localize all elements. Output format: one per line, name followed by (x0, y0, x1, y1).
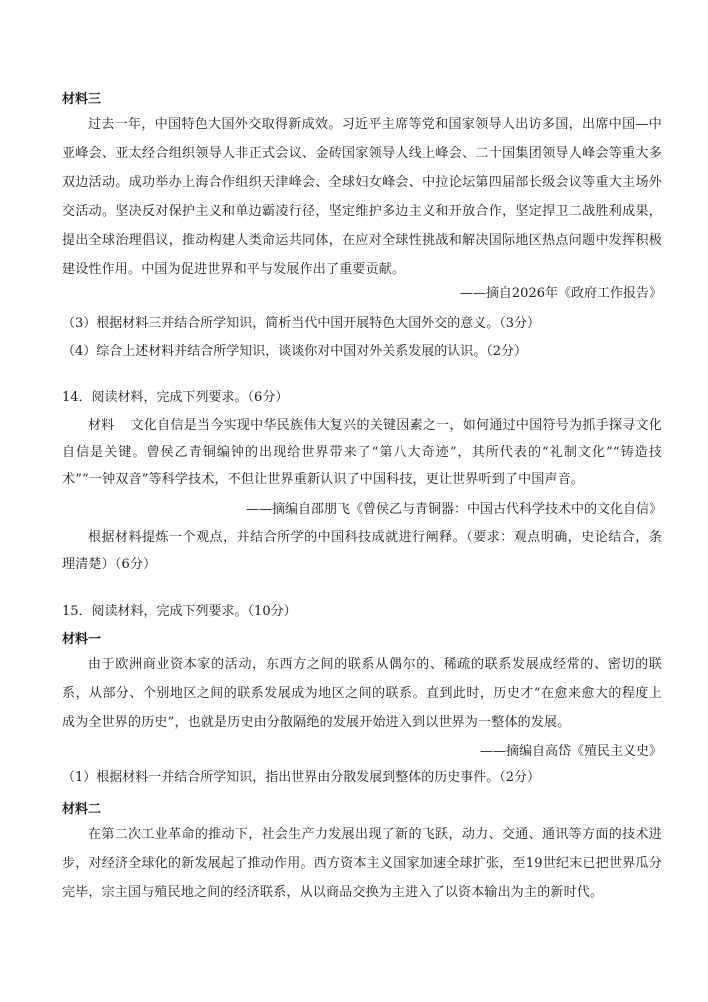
question-14-material (62, 412, 662, 493)
material-3-heading: 材料三 (62, 92, 102, 107)
material-3-paragraph: 过去一年，中国特色大国外交取得新成效。习近平主席等党和国家领导人出访多国，出席中国—中亚峰会、亚太经合组织领导人非正式会议、金砖国家领导人线上峰会、二十国集团领导人峰会等重大多双边活动。成功举办上海合作组织天津峰会、全球妇女峰会、中拉论坛第四届部长级会议等重大主场外交活动。坚决反对保护主义和单边霸凌行径，坚定维护多边主义和开放合作，坚定捍卫二战胜利成果，提出全球治理倡议，推动构建人类命运共同体，在应对全球性挑战和解决国际地区热点问题中发挥积极建设性作用。中国为促进世界和平与发展作出了重要贡献。 (62, 117, 662, 277)
material-1-paragraph: 由于欧洲商业资本家的活动，东西方之间的联系从偶尔的、稀疏的联系发展成经常的、密切的联系，从部分、个别地区之间的联系发展成为地区之间的联系。直到此时，历史才“在愈来愈大的程度上成为全世界的历史”，也就是历史由分散隔绝的发展开始进入到以世界为一整体的发展。 (62, 657, 662, 730)
material-2-paragraph: 在第二次工业革命的推动下，社会生产力发展出现了新的飞跃，动力、交通、通讯等方面的技术进步，对经济全球化的新发展起了推动作用。西方资本主义国家加速全球扩张，至19世纪末已把世界瓜分完毕，宗主国与殖民地之间的经济联系，从以商品交换为主进入了以资本输出为主的新时代。 (62, 827, 662, 900)
question-14-title: 14．阅读材料，完成下列要求。（6分） (62, 390, 289, 405)
question-14-task: 根据材料提炼一个观点，并结合所学的中国科技成就进行阐释。（要求：观点明确，史论结合，条理清楚）（6分） (62, 530, 662, 572)
question-15-1: （1）根据材料一并结合所学知识，指出世界由分散发展到整体的历史事件。（2分） (62, 770, 541, 785)
material-3-source: ——摘自2026年《政府工作报告》 (459, 286, 662, 301)
material-2-heading: 材料二 (62, 802, 102, 817)
question-15-title: 15．阅读材料，完成下列要求。（10分） (62, 604, 297, 619)
question-3: （3）根据材料三并结合所学知识，简析当代中国开展特色大国外交的意义。（3分） (62, 316, 541, 331)
material-1-source: ——摘编自高岱《殖民主义史》 (479, 744, 662, 759)
question-14-material-text: 文化自信是当今实现中华民族伟大复兴的关键因素之一，如何通过中国符号为抓手探寻文化自信是关键。曾侯乙青铜编钟的出现给世界带来了“第八大奇迹”，其所代表的“礼制文化”“铸造技术”“一钟双音”等科学技术，不但让世界重新认识了中国科技，更让世界听到了中国声音。 (62, 418, 662, 487)
material-1-heading: 材料一 (62, 632, 102, 647)
question-14-material-label: 材料 (88, 418, 115, 433)
question-14-source: ——摘编自邵朋飞《曾侯乙与青铜器：中国古代科学技术中的文化自信》 (245, 502, 662, 517)
question-4: （4）综合上述材料并结合所学知识，谈谈你对中国对外关系发展的认识。（2分） (62, 344, 528, 359)
